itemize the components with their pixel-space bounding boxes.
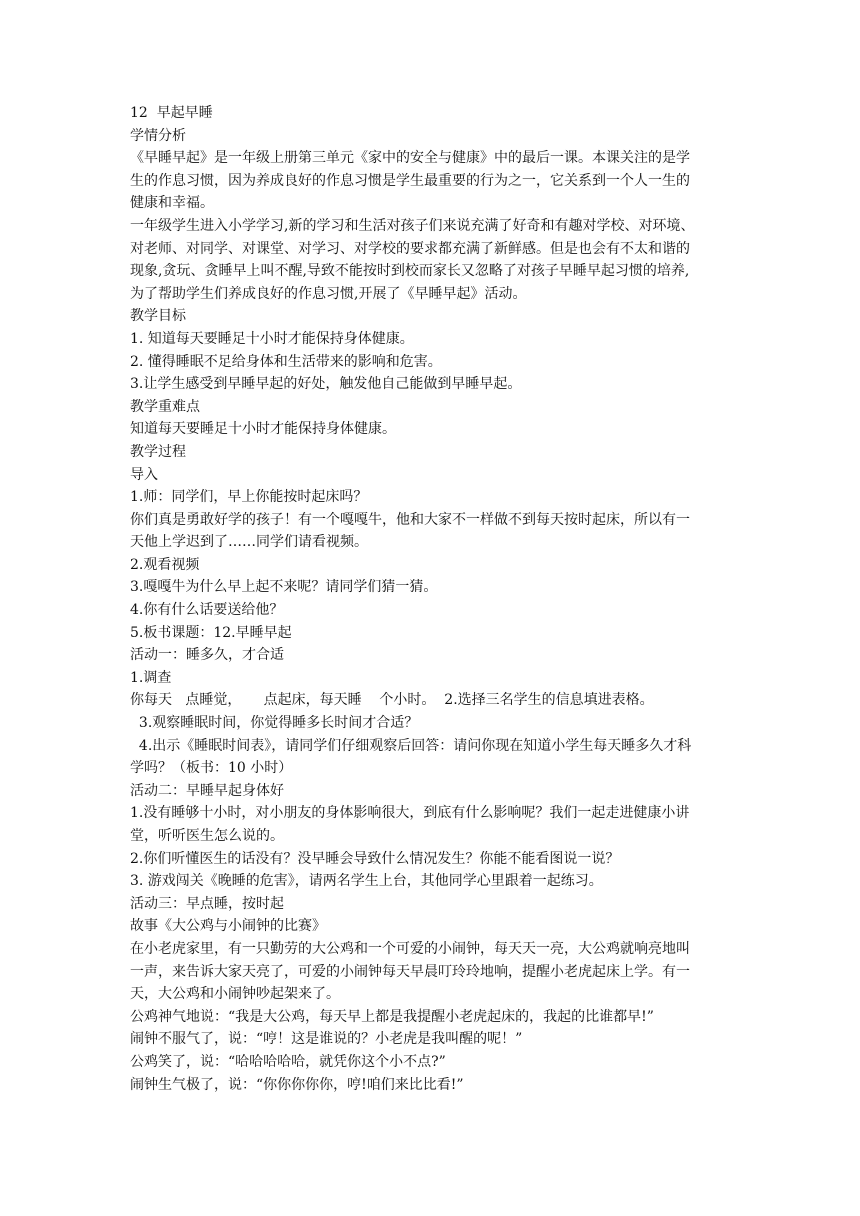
- step-item: 3.嘎嘎牛为什么早上起不来呢？请同学们猜一猜。: [130, 579, 438, 596]
- step-item: 4.出示《睡眠时间表》，请同学们仔细观察后回答：请问你现在知道小学生每天睡多久才科: [130, 737, 692, 754]
- goal-item: 1. 知道每天要睡足十小时才能保持身体健康。: [130, 330, 414, 347]
- paragraph-line: 堂，听听医生怎么说的。: [130, 828, 284, 844]
- paragraph-line: 一年级学生进入小学学习,新的学习和生活对孩子们来说充满了好奇和有趣对学校、对环境、: [130, 217, 695, 234]
- dialogue-line: 公鸡笑了，说：“哈哈哈哈哈，就凭你这个小不点?”: [130, 1053, 446, 1070]
- paragraph-line: 生的作息习惯，因为养成良好的作息习惯是学生最重要的行为之一，它关系到一个人一生的: [130, 172, 690, 189]
- step-item: 5.板书课题：12.早睡早起: [130, 624, 292, 641]
- step-item: 1.没有睡够十小时，对小朋友的身体影响很大，到底有什么影响呢？我们一起走进健康小讲: [130, 805, 690, 822]
- story-title: 故事《大公鸡与小闹钟的比赛》: [130, 918, 326, 935]
- activity-heading-2: 活动二：早睡早起身体好: [130, 782, 284, 799]
- paragraph-line: 为了帮助学生们养成良好的作息习惯,开展了《早睡早起》活动。: [130, 285, 527, 302]
- step-item: 3.观察睡眠时间，你觉得睡多长时间才合适？: [130, 715, 419, 732]
- paragraph-line: 对老师、对同学、对课堂、对学习、对学校的要求都充满了新鲜感。但是也会有不太和谐的: [130, 240, 690, 257]
- paragraph-line: 健康和幸福。: [130, 195, 214, 212]
- paragraph-line: 现象,贪玩、贪睡早上叫不醒,导致不能按时到校而家长又忽略了对孩子早睡早起习惯的培养,: [130, 263, 690, 280]
- activity-heading-3: 活动三：早点睡，按时起: [130, 895, 284, 912]
- paragraph-line: 你们真是勇敢好学的孩子！有一个嘎嘎牛，他和大家不一样做不到每天按时起床，所以有一: [130, 511, 690, 528]
- dialogue-line: 闹钟不服气了，说：“哼！这是谁说的？小老虎是我叫醒的呢！”: [130, 1031, 523, 1048]
- document-body: [130, 102, 734, 1096]
- section-heading-goals: 教学目标: [130, 308, 186, 325]
- section-heading-analysis: 学情分析: [130, 127, 186, 144]
- paragraph-line: 学吗？（板书：10 小时）: [130, 760, 293, 777]
- dialogue-line: 公鸡神气地说：“我是大公鸡，每天早上都是我提醒小老虎起床的，我起的比谁都早!”: [130, 1008, 654, 1025]
- step-item: 4.你有什么话要送给他？: [130, 602, 284, 619]
- step-item: 2.你们听懂医生的话没有？没早睡会导致什么情况发生？你能不能看图说一说？: [130, 850, 620, 867]
- paragraph-line: 天他上学迟到了……同学们请看视频。: [130, 534, 368, 551]
- step-item: 1.师：同学们，早上你能按时起床吗？: [130, 489, 368, 506]
- goal-item: 3.让学生感受到早睡早起的好处，触发他自己能做到早睡早起。: [130, 376, 522, 393]
- paragraph-line: 一声，来告诉大家天亮了，可爱的小闹钟每天早晨叮玲玲地响，提醒小老虎起床上学。有一: [130, 963, 690, 980]
- dialogue-line: 闹钟生气极了，说：“你你你你你，哼!咱们来比比看!”: [130, 1076, 464, 1093]
- paragraph-line: 在小老虎家里，有一只勤劳的大公鸡和一个可爱的小闹钟，每天天一亮，大公鸡就响亮地叫: [130, 940, 690, 957]
- section-heading-key-points: 教学重难点: [130, 398, 200, 415]
- lesson-title: 12 早起早睡: [130, 105, 213, 121]
- paragraph-line: 天，大公鸡和小闹钟吵起架来了。: [130, 986, 340, 1003]
- section-heading-process: 教学过程: [130, 443, 186, 460]
- paragraph-line: 《早睡早起》是一年级上册第三单元《家中的安全与健康》中的最后一课。本课关注的是学: [130, 150, 690, 167]
- subsection-heading-intro: 导入: [130, 466, 158, 483]
- goal-item: 2. 懂得睡眠不足给身体和生活带来的影响和危害。: [130, 353, 442, 370]
- step-item: 2.观看视频: [130, 556, 200, 573]
- activity-heading-1: 活动一：睡多久，才合适: [130, 647, 284, 664]
- step-item: 1.调查: [130, 669, 172, 686]
- paragraph-line: 你每天 点睡觉， 点起床，每天睡 个小时。 2.选择三名学生的信息填进表格。: [130, 692, 654, 709]
- paragraph-line: 知道每天要睡足十小时才能保持身体健康。: [130, 421, 396, 438]
- step-item: 3. 游戏闯关《晚睡的危害》，请两名学生上台，其他同学心里跟着一起练习。: [130, 873, 603, 890]
